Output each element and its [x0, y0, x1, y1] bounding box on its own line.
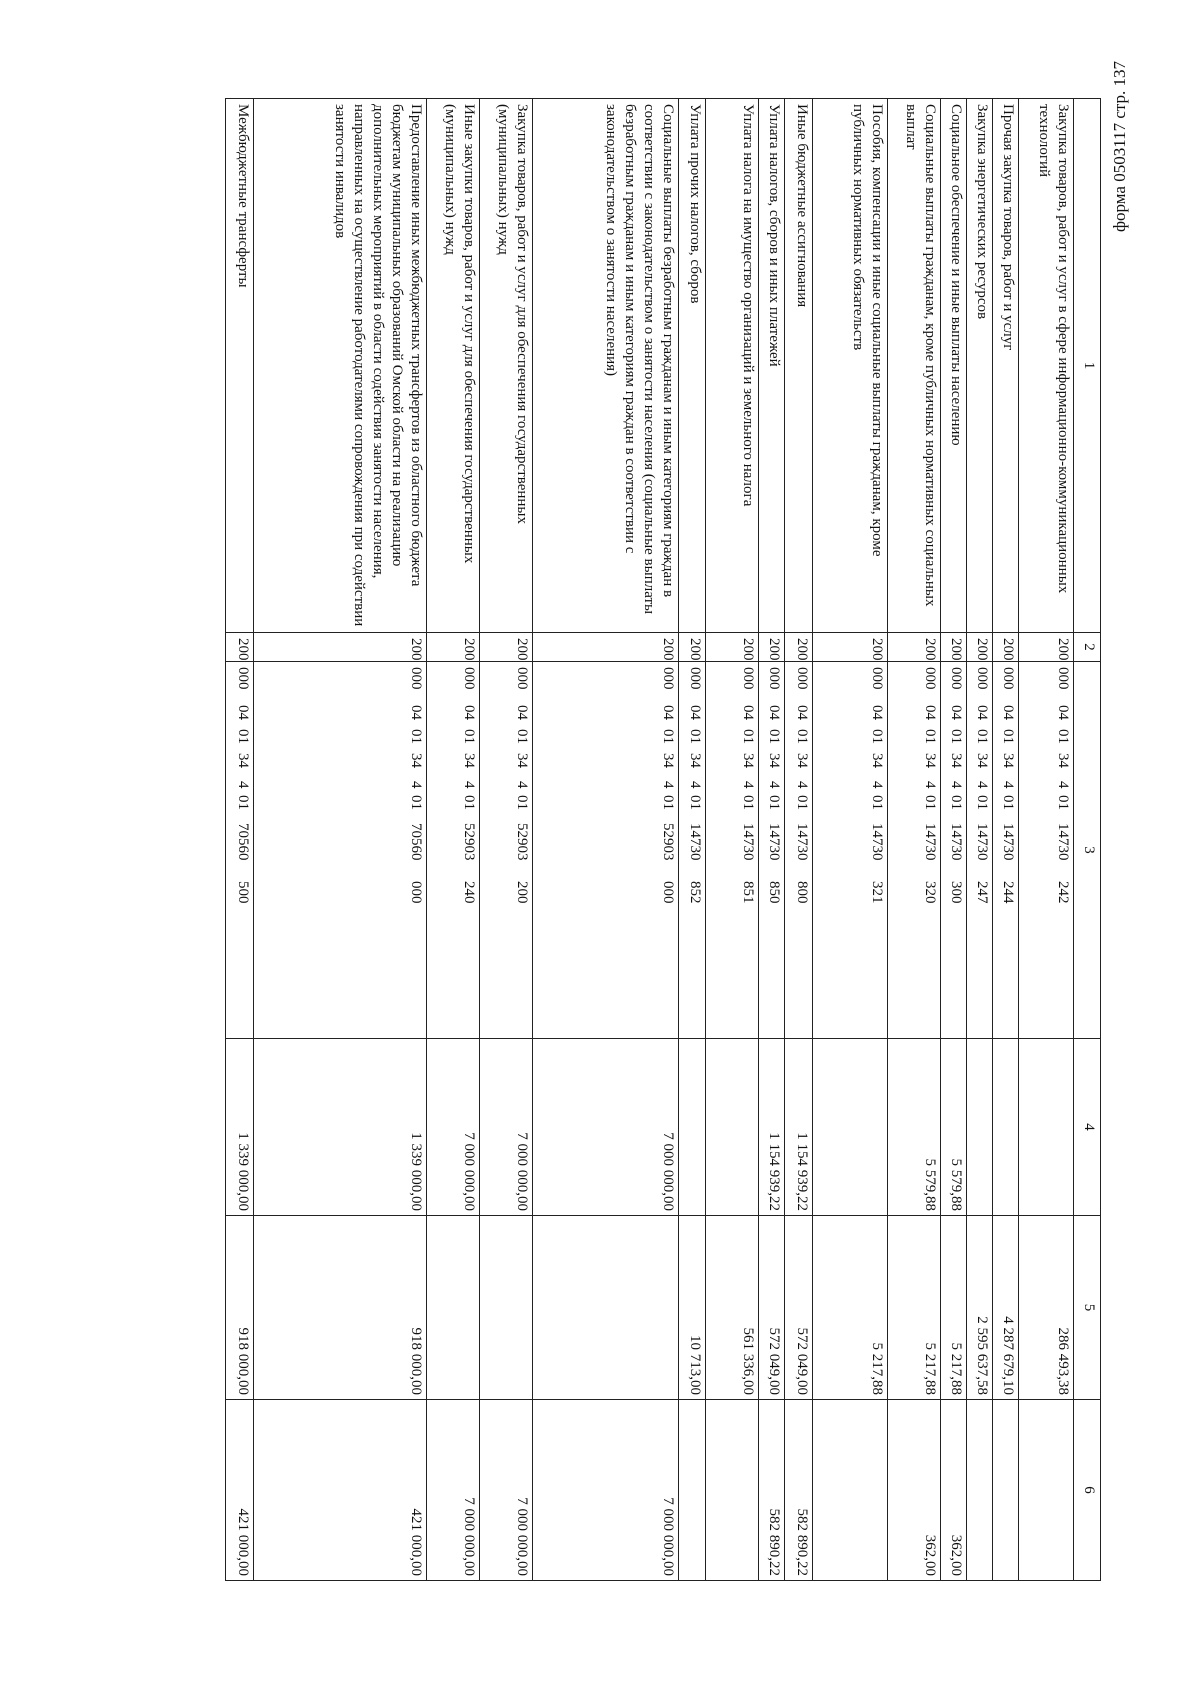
row-col6: 421 000,00 [226, 1400, 254, 1581]
row-col4: 5 579,88 [888, 1039, 941, 1216]
row-col4 [679, 1039, 706, 1216]
row-line-code: 200 [785, 633, 813, 662]
row-name: Межбюджетные трансферты [226, 99, 254, 633]
table-row [993, 99, 1019, 1581]
row-col6: 7 000 000,00 [427, 1400, 480, 1581]
row-col5 [427, 1216, 480, 1400]
row-col5: 572 049,00 [785, 1216, 813, 1400]
table-row [941, 99, 967, 1581]
table-row [888, 99, 941, 1581]
row-col6 [679, 1400, 706, 1581]
row-name: Социальное обеспечение и иные выплаты населению [941, 99, 967, 633]
row-col4: 1 339 000,00 [226, 1039, 254, 1216]
row-col5: 5 217,88 [813, 1216, 888, 1400]
row-name: Социальные выплаты гражданам, кроме публичных нормативных социальных выплат [888, 99, 941, 633]
table-row [967, 99, 993, 1581]
row-col4: 7 000 000,00 [427, 1039, 480, 1216]
row-name: Закупка товаров, работ и услуг для обеспечения государственных (муниципальных) нужд [480, 99, 533, 633]
table-row [533, 99, 679, 1581]
row-col6 [967, 1400, 993, 1581]
row-col6 [706, 1400, 759, 1581]
row-budget-code: 00004013440152903000 [533, 662, 679, 1039]
row-budget-code: 00004013440114730242 [1019, 662, 1074, 1039]
table-row [759, 99, 785, 1581]
row-name: Уплата налога на имущество организаций и земельного налога [706, 99, 759, 633]
row-line-code: 200 [759, 633, 785, 662]
row-col5: 561 336,00 [706, 1216, 759, 1400]
row-col4 [967, 1039, 993, 1216]
row-col6: 582 890,22 [785, 1400, 813, 1581]
row-col5: 5 217,88 [941, 1216, 967, 1400]
table-row [254, 99, 427, 1581]
row-col5: 4 287 679,10 [993, 1216, 1019, 1400]
budget-table [225, 98, 1101, 1581]
column-header-4: 4 [1074, 1039, 1101, 1216]
row-line-code: 200 [226, 633, 254, 662]
row-name: Прочая закупка товаров, работ и услуг [993, 99, 1019, 633]
row-col6: 362,00 [941, 1400, 967, 1581]
row-col5: 572 049,00 [759, 1216, 785, 1400]
row-col4 [993, 1039, 1019, 1216]
row-budget-code: 00004013440114730800 [785, 662, 813, 1039]
row-col4: 7 000 000,00 [480, 1039, 533, 1216]
row-name: Закупка товаров, работ и услуг в сфере информационно-коммуникационных технологий [1019, 99, 1074, 633]
row-col6 [813, 1400, 888, 1581]
row-col6: 7 000 000,00 [533, 1400, 679, 1581]
row-name: Иные закупки товаров, работ и услуг для обеспечения государственных (муниципальных) нужд [427, 99, 480, 633]
row-line-code: 200 [706, 633, 759, 662]
row-col4 [706, 1039, 759, 1216]
table-row [813, 99, 888, 1581]
row-name: Социальные выплаты безработным гражданам и иным категориям граждан в соответствии с законодательством о занятости населения (социальные выплаты безработным гражданам и иным категориям граждан в соответствии с законодательством о занятости населения) [533, 99, 679, 633]
row-line-code: 200 [679, 633, 706, 662]
column-header-5: 5 [1074, 1216, 1101, 1400]
row-col5: 918 000,00 [226, 1216, 254, 1400]
row-budget-code: 00004013440114730300 [941, 662, 967, 1039]
column-header-6: 6 [1074, 1400, 1101, 1581]
row-budget-code: 00004013440114730320 [888, 662, 941, 1039]
table-row [226, 99, 254, 1581]
row-budget-code: 00004013440114730850 [759, 662, 785, 1039]
row-budget-code: 00004013440152903240 [427, 662, 480, 1039]
row-col5: 918 000,00 [254, 1216, 427, 1400]
column-header-1: 1 [1074, 99, 1101, 633]
row-line-code: 200 [480, 633, 533, 662]
row-line-code: 200 [427, 633, 480, 662]
column-header-2: 2 [1074, 633, 1101, 662]
row-budget-code: 00004013440114730244 [993, 662, 1019, 1039]
row-budget-code: 00004013440114730247 [967, 662, 993, 1039]
row-col5 [533, 1216, 679, 1400]
row-line-code: 200 [813, 633, 888, 662]
row-name: Пособия, компенсации и иные социальные выплаты гражданам, кроме публичных нормативных обязательств [813, 99, 888, 633]
row-line-code: 200 [254, 633, 427, 662]
row-budget-code: 00004013440114730851 [706, 662, 759, 1039]
row-line-code: 200 [533, 633, 679, 662]
table-row [427, 99, 480, 1581]
row-col5: 2 595 637,58 [967, 1216, 993, 1400]
row-budget-code: 00004013440152903200 [480, 662, 533, 1039]
table-row [679, 99, 706, 1581]
row-col4: 5 579,88 [941, 1039, 967, 1216]
row-col6: 421 000,00 [254, 1400, 427, 1581]
table-row [480, 99, 533, 1581]
row-col6: 362,00 [888, 1400, 941, 1581]
row-budget-code: 00004013440170560000 [254, 662, 427, 1039]
row-budget-code: 00004013440114730321 [813, 662, 888, 1039]
row-line-code: 200 [967, 633, 993, 662]
row-col4 [813, 1039, 888, 1216]
row-line-code: 200 [941, 633, 967, 662]
row-col4: 1 154 939,22 [785, 1039, 813, 1216]
form-label: форма 0503117 стр. 137 [1110, 61, 1129, 232]
row-name: Уплата прочих налогов, сборов [679, 99, 706, 633]
row-col6: 582 890,22 [759, 1400, 785, 1581]
column-number-row [1074, 99, 1101, 1581]
row-col4: 1 339 000,00 [254, 1039, 427, 1216]
row-col4 [1019, 1039, 1074, 1216]
row-line-code: 200 [993, 633, 1019, 662]
row-col5: 10 713,00 [679, 1216, 706, 1400]
table-row [785, 99, 813, 1581]
row-name: Предоставление иных межбюджетных трансфертов из областного бюджета бюджетам муниципальных образований Омской области на реализацию дополнительных мероприятий в области содействия занятости населения, направленных на осуществление работодателями сопровождения при содействии занятости инвалидов [254, 99, 427, 633]
row-col6: 7 000 000,00 [480, 1400, 533, 1581]
row-name: Закупка энергетических ресурсов [967, 99, 993, 633]
table-row [1019, 99, 1074, 1581]
row-col5: 5 217,88 [888, 1216, 941, 1400]
row-budget-code: 00004013440170560500 [226, 662, 254, 1039]
table-body [226, 99, 1074, 1581]
column-header-3: 3 [1074, 662, 1101, 1039]
row-col4: 1 154 939,22 [759, 1039, 785, 1216]
table-row [706, 99, 759, 1581]
row-col4: 7 000 000,00 [533, 1039, 679, 1216]
row-col5: 286 493,38 [1019, 1216, 1074, 1400]
row-name: Иные бюджетные ассигнования [785, 99, 813, 633]
row-col5 [480, 1216, 533, 1400]
row-col6 [993, 1400, 1019, 1581]
report-page [115, 98, 1101, 1580]
row-line-code: 200 [1019, 633, 1074, 662]
row-name: Уплата налогов, сборов и иных платежей [759, 99, 785, 633]
row-line-code: 200 [888, 633, 941, 662]
row-budget-code: 00004013440114730852 [679, 662, 706, 1039]
row-col6 [1019, 1400, 1074, 1581]
